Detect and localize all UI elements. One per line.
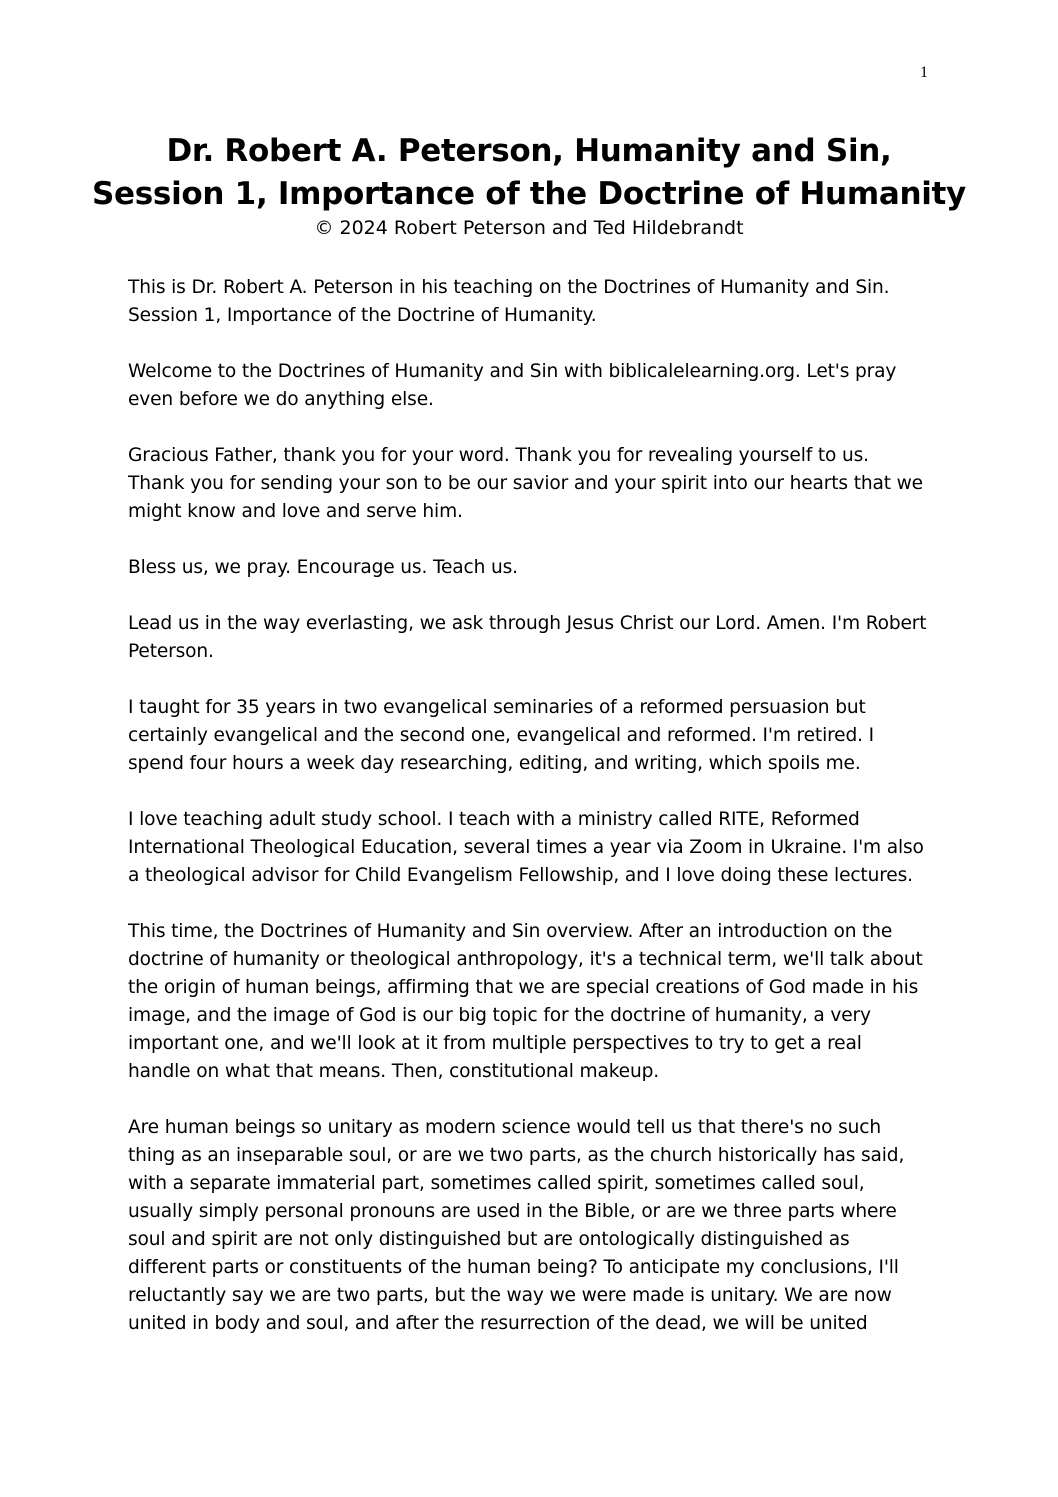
page-number: 1: [920, 64, 928, 81]
paragraph: Lead us in the way everlasting, we ask through Jesus Christ our Lord. Amen. I'm Robert Peterson.: [128, 613, 927, 662]
document-body: [128, 274, 928, 1366]
paragraph: This is Dr. Robert A. Peterson in his teaching on the Doctrines of Humanity and Sin. Session 1, Importance of the Doctrine of Humanity.: [128, 277, 890, 326]
paragraph: Gracious Father, thank you for your word. Thank you for revealing yourself to us. Thank you for sending your son to be our savior and your spirit into our hearts that we might know and love and serve him.: [128, 445, 923, 522]
paragraph: Welcome to the Doctrines of Humanity and Sin with biblicalelearning.org. Let's pray even before we do anything else.: [128, 361, 897, 410]
paragraph: I taught for 35 years in two evangelical seminaries of a reformed persuasion but certainly evangelical and the second one, evangelical and reformed. I'm retired. I spend four hours a week day researching, editing, and writing, which spoils me.: [128, 697, 874, 774]
paragraph: I love teaching adult study school. I teach with a ministry called RITE, Reformed International Theological Education, several times a year via Zoom in Ukraine. I'm also a theological advisor for Child Evangelism Fellowship, and I love doing these lectures.: [128, 809, 924, 886]
copyright-notice: © 2024 Robert Peterson and Ted Hildebrandt: [314, 217, 744, 239]
paragraph: Bless us, we pray. Encourage us. Teach us.: [128, 557, 518, 578]
paragraph: Are human beings so unitary as modern science would tell us that there's no such thing as an inseparable soul, or are we two parts, as the church historically has said, with a separate immaterial part, sometimes called spirit, sometimes called soul, usually simply personal pronouns are used in the Bible, or are we three parts where soul and spirit are not only distinguished but are ontologically distinguished as different parts or constituents of the human being? To anticipate my conclusions, I'll reluctantly say we are two parts, but the way we were made is unitary. We are now united in body and soul, and after the resurrection of the dead, we will be united: [128, 1117, 905, 1334]
title-line-2: Session 1, Importance of the Doctrine of Humanity: [92, 176, 966, 212]
paragraph: This time, the Doctrines of Humanity and Sin overview. After an introduction on the doctrine of humanity or theological anthropology, it's a technical term, we'll talk about the origin of human beings, affirming that we are special creations of God made in his image, and the image of God is our big topic for the doctrine of humanity, a very important one, and we'll look at it from multiple perspectives to try to get a real handle on what that means. Then, constitutional makeup.: [128, 921, 923, 1082]
document-header: [90, 130, 968, 240]
title-line-1: Dr. Robert A. Peterson, Humanity and Sin,: [166, 133, 892, 169]
